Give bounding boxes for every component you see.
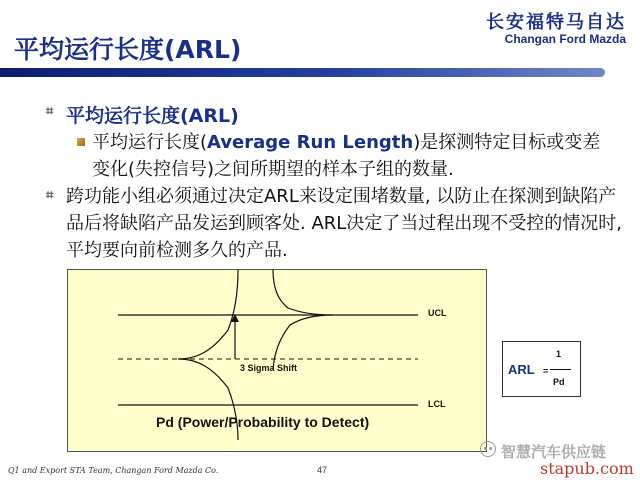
title-underline-bar	[0, 68, 605, 77]
company-logo-en: Changan Ford Mazda	[504, 32, 626, 46]
fraction-bar	[550, 369, 571, 370]
control-chart-diagram	[67, 269, 487, 452]
arl-formula-numerator: 1	[556, 349, 562, 359]
footer-credit: Q1 and Export STA Team, Changan Ford Mazda Co.	[8, 466, 219, 475]
bullet-heading: 平均运行长度(ARL)	[66, 105, 239, 127]
sub-bullet-icon	[77, 138, 85, 146]
wechat-icon	[480, 441, 496, 457]
arl-formula-denominator: Pd	[553, 377, 565, 387]
bullet-explanation: 跨功能小组必须通过决定ARL来设定围堵数量, 以防止在探测到缺陷产品后将缺陷产品发运到顾客处. ARL决定了当过程出现不受控的情况时,平均要向前检测多久的产品.	[66, 186, 623, 261]
watermark-text: 智慧汽车供应链	[501, 443, 607, 461]
watermark-url: stapub.com	[540, 459, 634, 478]
company-logo-cn: 长安福特马自达	[486, 12, 626, 33]
definition-term: Average Run Length	[207, 132, 414, 153]
definition-text-post: )是探测特定目标或变差变化(失控信号)之间所期望的样本子组的数量.	[92, 132, 601, 180]
page-number: 47	[317, 465, 328, 475]
bullet-definition	[92, 129, 602, 183]
ucl-label: UCL	[428, 308, 447, 318]
arl-formula-box	[502, 341, 581, 397]
arl-formula-equals: =	[543, 366, 549, 376]
shifted-distribution-curve	[273, 270, 333, 370]
shift-label: 3 Sigma Shift	[240, 363, 298, 373]
arl-formula-lhs: ARL	[508, 362, 535, 377]
bullet-icon: ⌗	[46, 188, 54, 203]
diagram-caption: Pd (Power/Probability to Detect)	[156, 414, 370, 430]
page-title: 平均运行长度(ARL)	[14, 35, 242, 64]
bullet-icon: ⌗	[46, 104, 54, 119]
definition-text-pre: 平均运行长度(	[92, 132, 208, 153]
lcl-label: LCL	[428, 399, 446, 409]
